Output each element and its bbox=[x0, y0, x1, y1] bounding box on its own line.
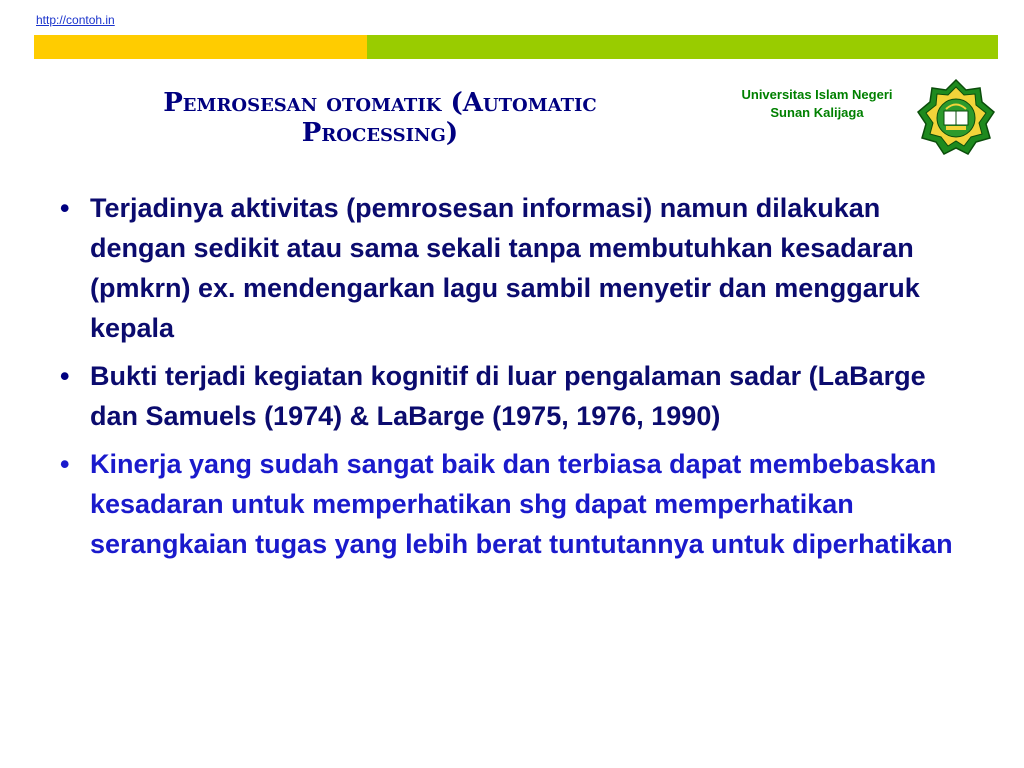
slide-title bbox=[100, 88, 660, 148]
bullet-item bbox=[56, 188, 976, 348]
header-bar-yellow bbox=[34, 35, 367, 59]
bullet-list bbox=[56, 188, 976, 572]
source-link[interactable]: http://contoh.in bbox=[36, 13, 115, 27]
university-name bbox=[712, 86, 922, 122]
bullet-marker: • bbox=[60, 361, 70, 391]
slide-title-line-1: Pemrosesan otomatik (Automatic bbox=[163, 88, 597, 118]
bullet-text: Terjadinya aktivitas (pemrosesan informasi) namun dilakukan dengan sedikit atau sama sekali tanpa membutuhkan kesadaran (pmkrn) ex. mendengarkan lagu sambil menyetir dan menggaruk kepala bbox=[90, 193, 920, 343]
bullet-marker: • bbox=[60, 193, 70, 223]
university-name-line-2: Sunan Kalijaga bbox=[770, 105, 864, 120]
slide-title-line-2: Processing) bbox=[301, 118, 459, 148]
university-seal-icon bbox=[916, 78, 996, 156]
university-name-line-1: Universitas Islam Negeri bbox=[741, 87, 893, 102]
bullet-text: Kinerja yang sudah sangat baik dan terbiasa dapat membebaskan kesadaran untuk memperhatikan shg dapat memperhatikan serangkaian tugas yang lebih berat tuntutannya untuk diperhatikan bbox=[90, 449, 953, 559]
header-bar-green bbox=[367, 35, 998, 59]
bullet-item bbox=[56, 444, 976, 564]
bullet-text: Bukti terjadi kegiatan kognitif di luar pengalaman sadar (LaBarge dan Samuels (1974) & LaBarge (1975, 1976, 1990) bbox=[90, 361, 926, 431]
bullet-marker: • bbox=[60, 449, 70, 479]
bullet-item bbox=[56, 356, 976, 436]
